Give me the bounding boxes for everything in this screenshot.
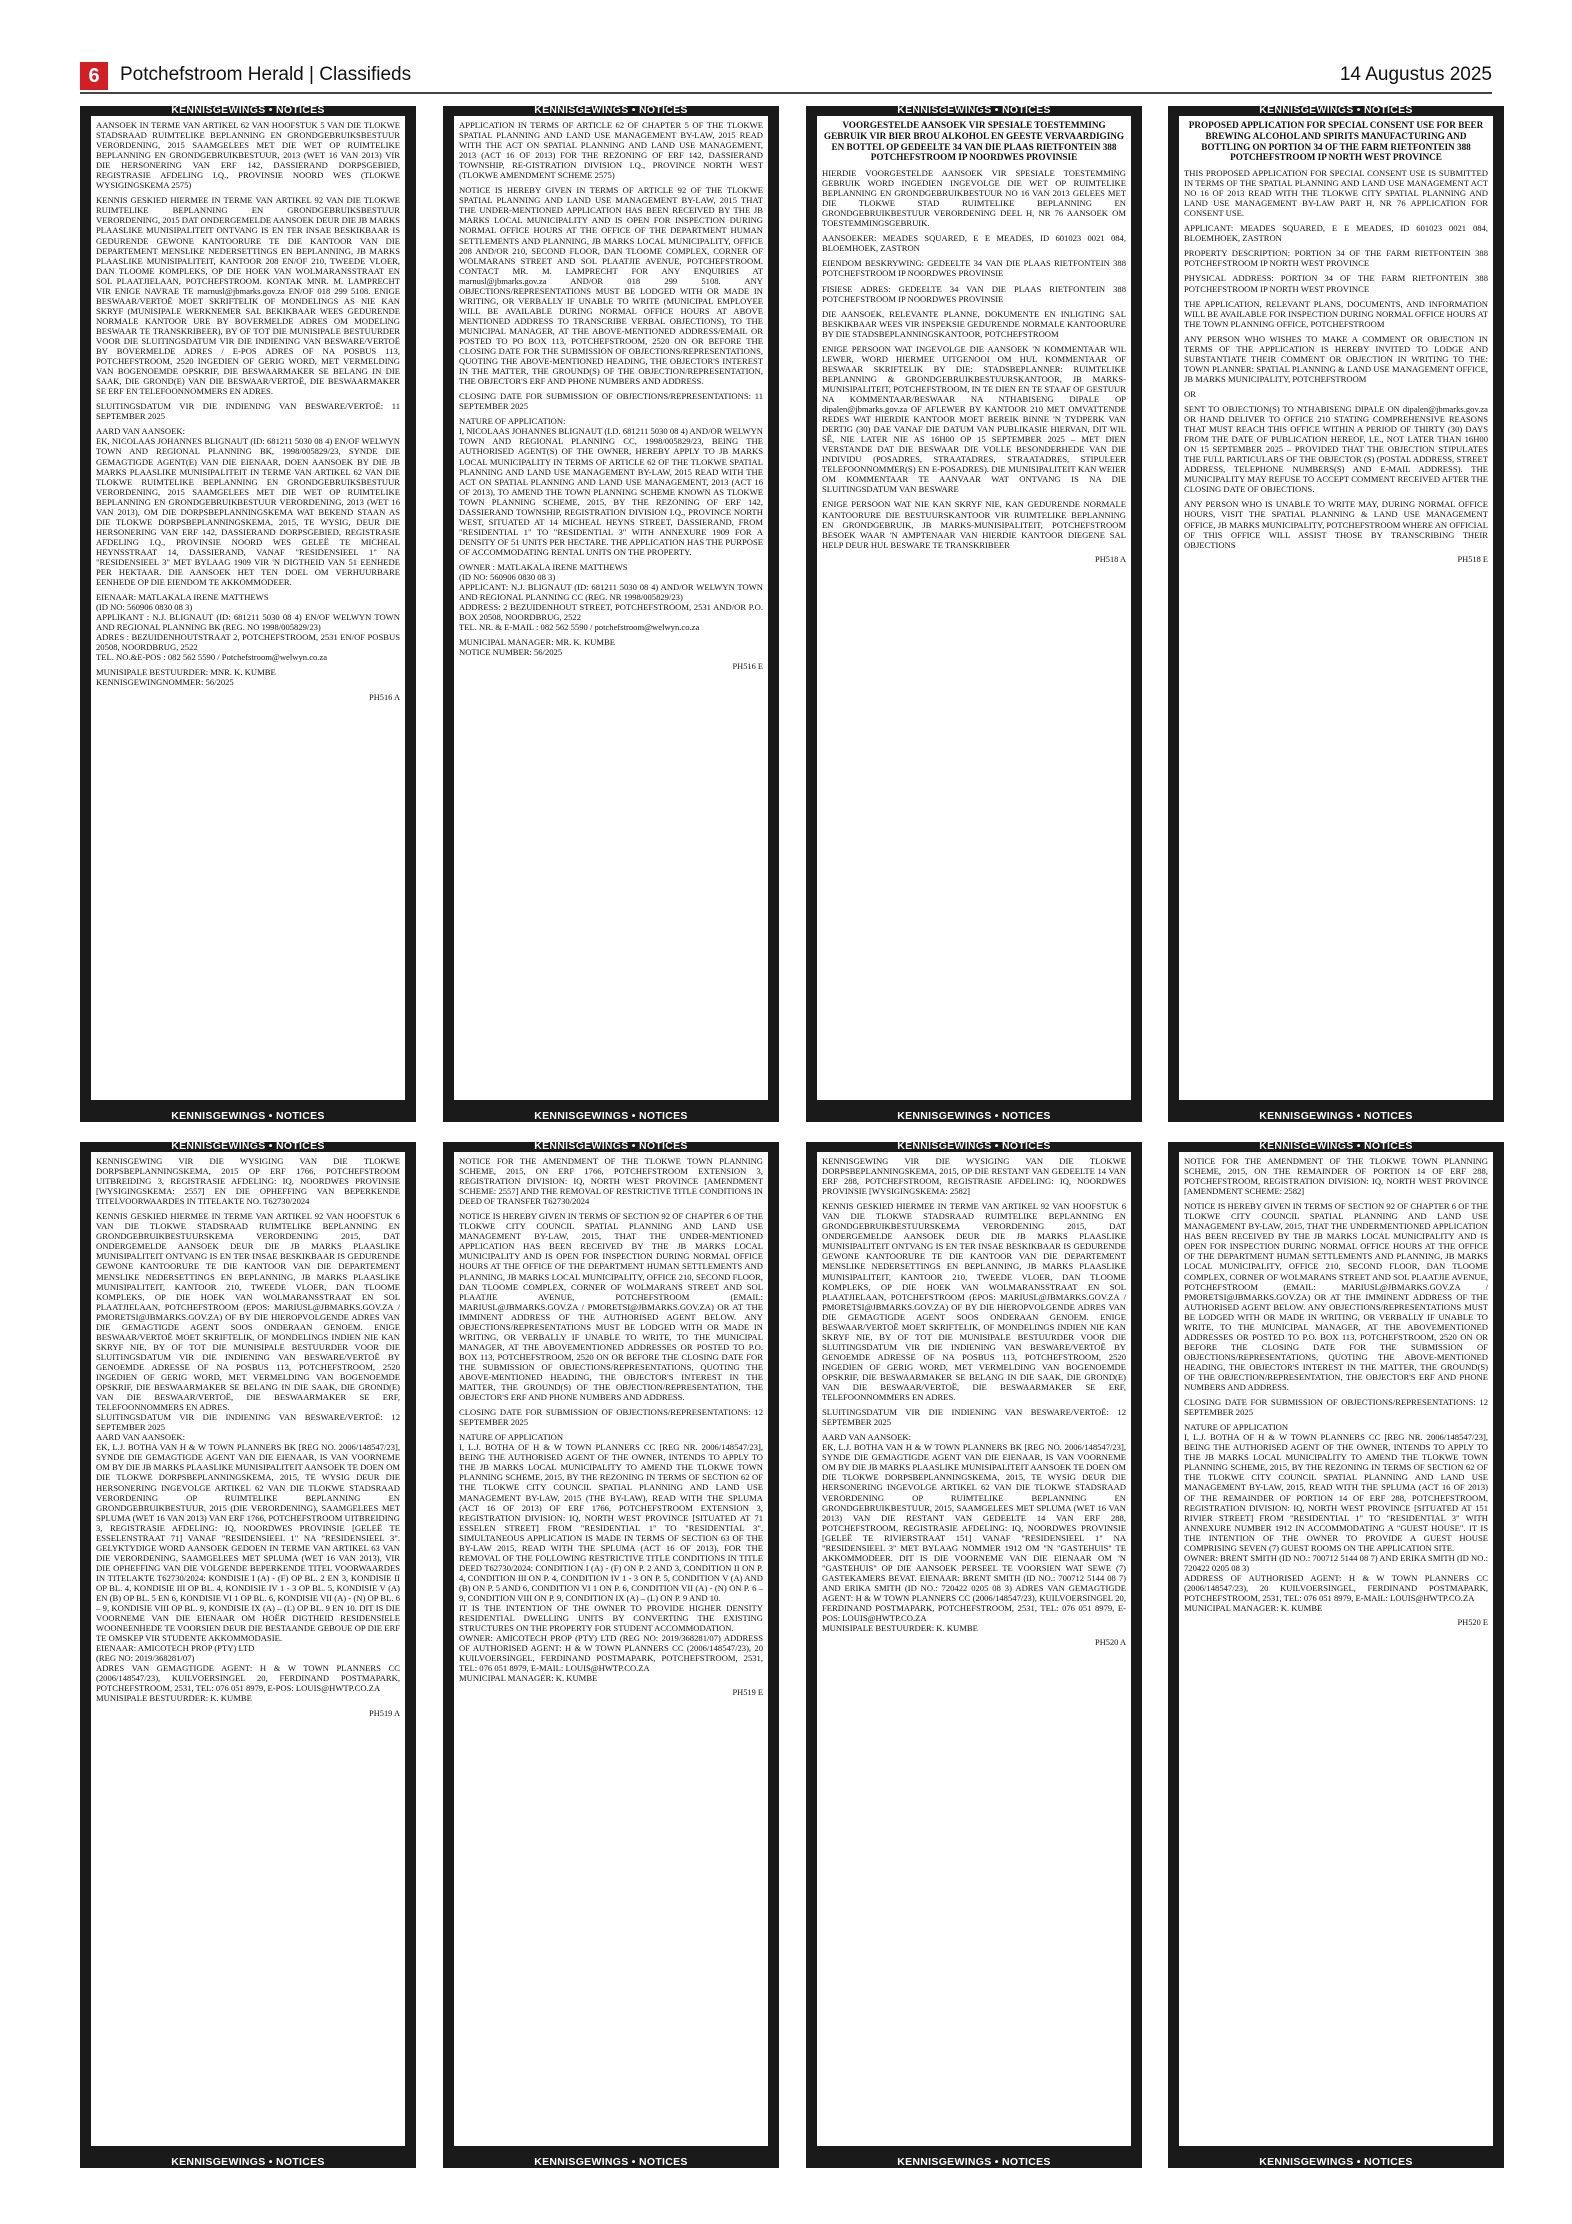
notice-paragraph: NOTICE IS HEREBY GIVEN IN TERMS OF ARTICLE 92 OF THE TLOKWE SPATIAL PLANNING AND LAND USE MANAGEMENT BY-LAW, 2015 THAT THE UNDER-MENTIONED APPLICATION HAS BEEN RECEIVED BY THE JB MARKS LOCAL MUNICIPALITY AND IS OPEN FOR INSPECTION DURING NORMAL OFFICE HOURS AT THE OFFICE OF THE DEPARTMENT HUMAN SETTLEMENTS AND PLANNING, JB MARKS LOCAL MUNICIPALITY, OFFICE 208 AND/OR 210, SECOND FLOOR, DAN TLOOME COMPLEX, CORNER OF WOLMARANS STREET AND SOL PLAATJIE AVENUE, POTCHEFSTROOM. CONTACT MR. M. LAMPRECHT FOR ANY ENQUIRIES AT marnusl@jbmarks.gov.za AND/OR 018 299 5108. ANY OBJECTIONS/REPRESENTATIONS MUST BE LODGED WITH OR MADE IN WRITING, OR VERBALLY IF UNABLE TO WRITE (MUNICIPAL EMPLOYEE WILL BE AVAILABLE DURING NORMAL OFFICE HOURS AT ABOVE MENTIONED ADDRESS TO TRANSCRIBE VERBAL OBJECTIONS), TO THE MUNICIPAL MANAGER, AT THE ABOVE-MENTIONED ADDRESS/EMAIL OR POSTED TO PO BOX 113, POTCHEFSTROOM, 2520 ON OR BEFORE THE CLOSING DATE FOR THE SUBMISSION OF OBJECTIONS/REPRESENTATIONS, QUOTING THE ABOVE-MENTIONED HEADING, THE OBJECTOR'S INTEREST IN THE MATTER, THE GROUND(S) OF THE OBJECTION/REPRESENTATION, THE OBJECTOR'S ERF AND PHONE NUMBERS AND ADDRESS. — [459, 185, 763, 387]
page-number: 6 — [80, 62, 108, 90]
notice-paragraph: AARD VAN AANSOEK: EK, NICOLAAS JOHANNES BLIGNAUT (ID: 681211 5030 08 4) EN/OF WELWYN TOWN AND REGIONAL PLANNING BK, 1998/005829/23, SYNDE DIE GEMAGTIGDE AGENT(E) VAN DIE EIENAAR, DOEN AANSOEK BY DIE JB MARKS PLAASLIKE MUNISIPALITEIT IN TERME VAN ARTIKEL 62 VAN DIE TLOKWE RUIMTELIKE BEPLANNING EN GRONDGEBRUIKSBESTUUR VERORDENING, 2015 SAAMGELEES MET DIE WET OP RUIMTELIKE BEPLANNING EN GRONDGEBRUIKBESTUUR VERORDENING, 2013 (WET 16 VAN 2013), OM DIE DORPSBEPLANNINGSKEMA WAT BEKEND STAAN AS DIE TLOKWE DORPSBEPLANNINGSKEMA, 2015, TE WYSIG, DEUR DIE HERSONERING VAN ERF 142, DASSIERAND DORPSGEBIED, REGISTRASIE AFDELING I.Q., PROVINSIE NOORD WES GELEË TE MICHEAL HEYNSSTRAAT 14, DASSIERAND, VANAF "RESIDENSIEEL 1" NA "RESIDENSIEEL 3" MET BYLAAG 1909 VIR 'N DIGTHEID VAN 51 EENHEDE PER HEKTAAR. DIE AANSOEK HET TEN DOEL OM VERHUURBARE EENHEDE OP DIE EIENDOM TE AKKOMMODEER. — [96, 426, 400, 588]
notice-paragraph: DIE AANSOEK, RELEVANTE PLANNE, DOKUMENTE EN INLIGTING SAL BESKIKBAAR WEES VIR INSPEKSIE GEDURENDE NORMALE KANTOORURE BY DIE STADSBEPLANNINGSKANTOOR, POTCHEFSTROOM — [822, 308, 1126, 339]
notice-title: PROPOSED APPLICATION FOR SPECIAL CONSENT USE FOR BEER BREWING ALCOHOL AND SPIRITS MANUFACTURING AND BOTTLING ON PORTION 34 OF THE FARM RIETFONTEIN 388 POTCHEFSTROOM IP NORTH WEST PROVINCE — [1188, 120, 1484, 163]
notices-band-bottom: KENNISGEWINGS • NOTICES — [171, 2156, 325, 2168]
notice-title: VOORGESTELDE AANSOEK VIR SPESIALE TOESTEMMING GEBRUIK VIR BIER BROU ALKOHOL EN GEESTE VERVAARDIGING EN BOTTEL OP GEDEELTE 34 VAN DIE PLAAS RIETFONTEIN 388 POTCHEFSTROOM IP NOORDWES PROVINSIE — [823, 120, 1125, 163]
notice-paragraph: NOTICE IS HEREBY GIVEN IN TERMS OF SECTION 92 OF CHAPTER 6 OF THE TLOKWE CITY COUNCIL SPATIAL PLANNING AND LAND USE MANAGEMENT BY-LAW, 2015, THAT THE UNDER-MENTIONED APPLICATION HAS BEEN RECEIVED BY THE JB MARKS LOCAL MUNICIPALITY AND IS OPEN FOR INSPECTION DURING NORMAL OFFICE HOURS AT THE OFFICE OF THE DEPARTMENT HUMAN SETTLEMENTS AND PLANNING, JB MARKS LOCAL MUNICIPALITY, OFFICE 210, SECOND FLOOR, DAN TLOOME COMPLEX, CORNER OF WOLMARANS STREET AND SOL PLAATJIE AVENUE, POTCHEFSTROOM (EMAIL: MARIUSL@JBMARKS.GOV.ZA / PMORETSI@JBMARKS.GOV.ZA) OR AT THE IMMINENT ADDRESS OF THE AUTHORISED AGENT BELOW. ANY OBJECTIONS/REPRESENTATIONS MUST BE LODGED WITH OR MADE IN WRITING, OR VERBALLY IF UNABLE TO WRITE, TO THE MUNICIPAL MANAGER, AT THE ABOVEMENTIONED ADDRESSES OR POSTED TO P.O. BOX 113, POTCHEFSTROOM, 2520 ON OR BEFORE THE CLOSING DATE FOR THE SUBMISSION OF OBJECTIONS/REPRESENTATIONS, QUOTING THE ABOVE-MENTIONED HEADING, THE OBJECTOR'S INTEREST IN THE MATTER, THE GROUND(S) OF THE OBJECTION/REPRESENTATION, THE OBJECTOR'S ERF AND PHONE NUMBERS AND ADDRESS. — [459, 1211, 763, 1403]
notices-band-top: KENNISGEWINGS • NOTICES — [534, 104, 688, 116]
notice-box — [806, 1142, 1142, 2168]
notice-paragraph: OWNER : MATLAKALA IRENE MATTHEWS (ID NO: 560906 0830 08 3) APPLICANT: N.J. BLIGNAUT (ID: 681211 5030 08 4) AND/OR WELWYN TOWN AND REGIONAL PLANNING CC (REG. NR 1998/005829/23) ADDRESS: 2 BEZUIDENHOUT STREET, POTCHEFSTROOM, 2531 AND/OR P.O. BOX 20508, NOORDBRUG, 2522 TEL. NR. & E-MAIL : 082 562 5590 / potchefstroom@welwyn.co.za — [459, 561, 763, 633]
notices-band-top: KENNISGEWINGS • NOTICES — [897, 104, 1051, 116]
notices-band-top: KENNISGEWINGS • NOTICES — [897, 1140, 1051, 1152]
publication-title: Potchefstroom Herald | Classifieds — [120, 64, 412, 85]
notice-paragraph: NOTICE FOR THE AMENDMENT OF THE TLOKWE TOWN PLANNING SCHEME, 2015, ON ERF 1766, POTCHEFSTROOM EXTENSION 3, REGISTRATION DIVISION: IQ, NORTH WEST PROVINCE [AMENDMENT SCHEME: 2557] AND THE REMOVAL OF RESTRICTIVE TITLE CONDITIONS IN DEED OF TRANSFER T62730/2024 — [459, 1156, 763, 1207]
notice-paragraph: APPLICANT: MEADES SQUARED, E E MEADES, ID 601023 0021 084, BLOEMHOEK, ZASTRON — [1184, 223, 1488, 244]
notice-box — [80, 106, 416, 1122]
notice-reference: PH519 E — [732, 1688, 763, 1698]
notice-paragraph: KENNISGEWING VIR DIE WYSIGING VAN DIE TLOKWE DORPSBEPLANNINGSKEMA, 2015, OP DIE RESTANT VAN GEDEELTE 14 VAN ERF 288, POTCHEFSTROOM, REGISTRASIE AFDELING: IQ, NOORDWES PROVINSIE [WYSIGINGSKEMA: 2582] — [822, 1156, 1126, 1197]
notice-paragraph: SLUITINGSDATUM VIR DIE INDIENING VAN BESWARE/VERTOË: 11 SEPTEMBER 2025 — [96, 401, 400, 422]
notice-paragraph: KENNIS GESKIED HIERMEE IN TERME VAN ARTIKEL 92 VAN HOOFSTUK 6 VAN DIE TLOKWE STADSRAAD RUIMTELIKE BEPLANNING EN GRONDGEBRUIKBESTUURSKEMA VERORDENING 2015, DAT ONDERGEMELDE AANSOEK DEUR DIE JB MARKS PLAASLIKE MUNISIPALITEIT ONTVANG IS EN TER INSAE BESKIKBAAR IS GEDURENDE GEWONE KANTOORURE TE DIE KANTOOR VAN DIE DEPARTEMENT MENSLIKE NEDERSETTINGS EN BEPLANNING, JB MARKS PLAASLIKE MUNISIPALITEIT, KANTOOR 210, TWEEDE VLOER, DAN TLOOME KOMPLEKS, OP DIE HOEK VAN WOLMARANSSTRAAT EN SOL PLAATJIELAAN, POTCHEFSTROOM (EPOS: MARIUSL@JBMARKS.GOV.ZA / PMORETSI@JBMARKS.GOV.ZA) OF BY DIE HIEROPVOLGENDE ADRES VAN DIE GEMAGTIGDE AGENT SOOS ONDERAAN GENOEM. ENIGE BESWAAR/VERTOË MOET SKRIFTELIK, OF MONDELINGS INDIEN NIE KAN SKRYF NIE, BY OF TOT DIE MUNISIPALE BESTUURDER VOOR DIE SLUITINGSDATUM VIR DIE INDIENING VAN BESWARE/VERTOË BY GENOEMDE ADRESSE OF NA POSBUS 113, POTCHEFSTROOM, 2520 INGEDIEN OF GERIG WORD, MET VERMELDING VAN BOGENOEMDE OPSKRIF, DIE BESWAARMAKER SE BELANG IN DIE SAAK, DIE GROND(E) VAN DIE BESWAAR/VERTOË, DIE BESWAARMAKER SE ERF, TELEFOONNOMMERS EN ADRES. SLUITINGSDATUM VIR DIE INDIENING VAN BESWARE/VERTOË: 12 SEPTEMBER 2025 AARD VAN AANSOEK: EK, L.J. BOTHA VAN H & W TOWN PLANNERS BK [REG NO. 2006/148547/23], SYNDE DIE GEMAGTIGDE AGENT VAN DIE EIENAAR, IS VAN VOORNEME OM BY DIE JB MARKS PLAASLIKE MUNISIPALITEIT AANSOEK TE DOEN OM DIE TLOKWE DORPSBEPLANNINGSKEMA, 2015, TE WYSIG DEUR DIE HERSONERING INGEVOLGE ARTIKEL 62 VAN DIE TLOKWE STADSRAAD VERORDENING OP RUIMTELIKE BEPLANNING EN GRONDGEBRUIKBESTUUR, 2015 (DIE VERORDENING), SAAMGELEES MET SPLUMA (WET 16 VAN 2013) VAN ERF 1766, POTCHEFSTROOM UITBREIDING 3, REGISTRASIE AFDELING: IQ, NOORDWES PROVINSIE [GELEË TE ESSELENSTRAAT 71] VANAF "RESIDENSIEEL 1" NA "RESIDENSIEEL 3". GELYKTYDIGE WORD AANSOEK GEDOEN IN TERME VAN ARTIKEL 63 VAN DIE VERORDENING, SAAMGELEES MET SPLUMA (WET 16 VAN 2013), VIR DIE OPHEFFING VAN DIE VOLGENDE BEPERKENDE TITEL VOORWAARDES IN TITELAKTE T62730/2024: KONDISIE I (A) - (F) OP BL. 2 EN 3, KONDISIE II OP BL. 4, KONDISIE III OP BL. 4, KONDISIE IV 1 - 3 OP BL. 5, KONDISIE V (A) EN (B) OP BL. 5 EN 6, KONDISIE VI 1 OP BL. 6, KONDISIE VII (A) - (N) OP BL. 6 – 9, KONDISIE VIII OP BL. 9, KONDISIE IX (A) – (L) OP BL. 9 EN 10. DIT IS DIE VOORNEME VAN DIE EIENAAR OM HOËR DIGTHEID RESIDENSIELE WOONEENHEDE TE VOORSIEN DEUR DIE BESTAANDE GEBOUE OP DIE ERF TE OMSKEP VIR STUDENTE AKKOMMODASIE. EIENAAR: AMICOTECH PROP (PTY) LTD (REG NO: 2019/368281/07) ADRES VAN GEMAGTIGDE AGENT: H & W TOWN PLANNERS CC (2006/148547/23), KUILVOERSINGEL 20, FERDINAND POSTMAPARK, POTCHEFSTROOM, 2531, TEL: 076 051 8979, E-POS: LOUIS@HWTP.CO.ZA MUNISIPALE BESTUURDER: K. KUMBE — [96, 1211, 400, 1704]
notice-reference: PH518 A — [1095, 554, 1126, 564]
notices-band-top: KENNISGEWINGS • NOTICES — [534, 1140, 688, 1152]
notice-reference: PH518 E — [1457, 554, 1488, 564]
notice-body — [91, 1152, 405, 2146]
notice-paragraph: MUNISIPALE BESTUURDER: MNR. K. KUMBE KENNISGEWINGNOMMER: 56/2025 — [96, 667, 276, 688]
notice-paragraph: SENT TO OBJECTION(S) TO NTHABISENG DIPALE ON dipalen@jbmarks.gov.za OR HAND DELIVER TO OFFICE 210 STATING COMPREHENSIVE REASONS THAT MUST REACH THIS OFFICE WITHIN A PERIOD OF THIRTY (30) DAYS FROM THE DATE OF PUBLICATION HEREOF, I.E., NOT LATER THAN 16H00 ON 15 SEPTEMBER 2025 – PROVIDED THAT THE OBJECTION STIPULATES THE FULL PARTICULARS OF THE OBJECTOR (S) (POSTAL ADDRESS, STREET ADDRESS, TELEPHONE NUMBERS(S) AND E-MAIL ADDRESS). THE MUNICIPALITY MAY REFUSE TO ACCEPT COMMENT RECEIVED AFTER THE CLOSING DATE OF OBJECTIONS. — [1184, 404, 1488, 495]
notice-paragraph: AANSOEK IN TERME VAN ARTIKEL 62 VAN HOOFSTUK 5 VAN DIE TLOKWE STADSRAAD RUIMTELIKE BEPLANNING EN GRONDGEBRUIKSBESTUUR VERORDENING, 2015 SAAMGELEES MET DIE WET OP RUIMTELIKE BEPLANNING EN GRONDGEBRUIKBESTUUR, 2013 (WET 16 VAN 2013) VIR DIE HERSONERING VAN ERF 142, DASSIERAND DORPSGEBIED, REGISTRASIE AFDELING I.Q., PROVINSIE NOORD WES (TLOKWE WYSIGINGSKEMA 2575) — [96, 120, 400, 191]
notice-reference: PH519 A — [369, 1708, 400, 1718]
notice-paragraph: KENNIS GESKIED HIERMEE IN TERME VAN ARTIKEL 92 VAN HOOFSTUK 6 VAN DIE TLOKWE STADSRAAD RUIMTELIKE BEPLANNING EN GRONDGEBRUIKBESTUURSKEMA VERORDENING 2015, DAT ONDERGEMELDE AANSOEK DEUR DIE JB MARKS PLAASLIKE MUNISIPALITEIT ONTVANG IS EN TER INSAE BESKIKBAAR IS GEDURENDE GEWONE KANTOORURE TE DIE KANTOOR VAN DIE DEPARTEMENT MENSLIKE NEDERSETTINGS EN BEPLANNING, JB MARKS PLAASLIKE MUNISIPALITEIT, KANTOOR 210, TWEEDE VLOER, DAN TLOOME KOMPLEKS, OP DIE HOEK VAN WOLMARANSSTRAAT EN SOL PLAATJIELAAN, POTCHEFSTROOM (EPOS: MARIUSL@JBMARKS.GOV.ZA / PMORETSI@JBMARKS.GOV.ZA) OF BY DIE HIEROPVOLGENDE ADRES VAN DIE GEMAGTIGDE AGENT SOOS ONDERAAN GENOEM. ENIGE BESWAAR/VERTOË MOET SKRIFTELIK, OF MONDELINGS INDIEN NIE KAN SKRYF NIE, BY OF TOT DIE MUNISIPALE BESTUURDER VOOR DIE SLUITINGSDATUM VIR DIE INDIENING VAN BESWARE/VERTOË BY GENOEMDE ADRESSE OF NA POSBUS 113, POTCHEFSTROOM, 2520 INGEDIEN OF GERIG WORD, MET VERMELDING VAN BOGENOEMDE OPSKRIF, DIE BESWAARMAKER SE BELANG IN DIE SAAK, DIE GROND(E) VAN DIE BESWAAR/VERTOË, DIE BESWAARMAKER SE ERF, TELEFOONNOMMERS EN ADRES. — [822, 1201, 1126, 1403]
notice-body — [817, 1152, 1131, 2146]
notice-paragraph: THIS PROPOSED APPLICATION FOR SPECIAL CONSENT USE IS SUBMITTED IN TERMS OF THE SPATIAL PLANNING AND LAND USE MANAGEMENT ACT NO 16 OF 2013 READ WITH THE TLOKWE CITY SPATIAL PLANNING AND LAND USE MANAGEMENT BY-LAW PART H, NR 76 APPLICATION FOR CONSENT USE. — [1184, 168, 1488, 219]
notice-reference: PH516 A — [369, 692, 400, 702]
notice-paragraph: KENNIS GESKIED HIERMEE IN TERME VAN ARTIKEL 92 VAN DIE TLOKWE RUIMTELIKE BEPLANNING EN GRONDGEBRUIKSBESTUUR VERORDENING, 2015 DAT ONDERGEMELDE AANSOEK DEUR DIE JB MARKS PLAASLIKE MUNISIPALITEIT ONTVANG IS EN TER INSAE BESKIKBAAR IS GEDURENDE GEWONE KANTOORURE TE DIE KANTOOR VAN DIE DEPARTEMENT MENSLIKE NEDERSETTINGS EN BEPLANNING, JB MARKS PLAASLIKE MUNISIPALITEIT, KANTOOR 208 EN/OF 210, TWEEDE VLOER, DAN TLOOME KOMPLEKS, OP DIE HOEK VAN WOLMARANSSTRAAT EN SOL PLAATJIELAAN, POTCHEFSTROOM. KONTAK MNR. M. LAMPRECHT VIR ENIGE NAVRAE TE marnusl@jbmarks.gov.za EN/OF 018 299 5108. ENIGE BESWAAR/VERTOË MOET SKRIFTELIK OF MONDELINGS AS NIE KAN SKRYF (MUNISIPALE WERKNEMER SAL BEKIKBAAR WEES GEDURENDE NORMALE KANTOOR URE BY BOVERMELDE ADRES OM MODELING BESWAAR TE TRANSKRIBEER), BY OF TOT DIE MUNISIPALE BESTUURDER VOOR DIE SLUITINGSDATUM VIR DIE INDIENING VAN BESWARE/VERTOË BY BOVERMELDE ADRES / E-POS ADRES OF NA POSBUS 113, POTCHEFSTROOM, 2520 INGEDIEN OF GERIG WORD, MET VERMELDING VAN BOGENOEMDE OPSKRIF, DIE BESWAARMAKER SE BELANG IN DIE SAAK, DIE GROND(E) VAN DIE BESWAAR/VERTOË, DIE BESWAARMAKER SE ERF EN TELEFOONNOMMERS EN ADRES. — [96, 195, 400, 397]
notice-reference: PH520 E — [1457, 1618, 1488, 1628]
notice-paragraph: ANY PERSON WHO IS UNABLE TO WRITE MAY, DURING NORMAL OFFICE HOURS, VISIT THE SPATIAL PLANNING & LAND USE MANAGEMENT OFFICE, JB MARKS MUNICIPALITY, POTCHEFSTROOM WHERE AN OFFICIAL OF THIS OFFICE WILL ASSIST THOSE BY TRANSCRIBING THEIR OBJECTIONS — [1184, 499, 1488, 550]
notice-paragraph: CLOSING DATE FOR SUBMISSION OF OBJECTIONS/REPRESENTATIONS: 12 SEPTEMBER 2025 — [1184, 1397, 1488, 1418]
notice-paragraph: NATURE OF APPLICATION I, L.J. BOTHA OF H & W TOWN PLANNERS CC [REG NR. 2006/148547/23], BEING THE AUTHORISED AGENT OF THE OWNER, INTENDS TO APPLY TO THE JB MARKS LOCAL MUNICIPALITY TO AMEND THE TLOKWE TOWN PLANNING SCHEME, 2015, BY THE REZONING IN TERMS OF SECTION 62 OF THE TLOKWE CITY COUNCIL SPATIAL PLANNING AND LAND USE MANAGEMENT BY-LAW, 2015 (THE BY-LAW), READ WITH THE SPLUMA (ACT 16 OF 2013) OF ERF 1766, POTCHEFSTROOM EXTENSION 3, REGISTRATION DIVISION: IQ, NORTH WEST PROVINCE [SITUATED AT 71 ESSELEN STREET] FROM "RESIDENTIAL 1" TO "RESIDENTIAL 3". SIMULTANEOUS APPLICATION IS MADE IN TERMS OF SECTION 63 OF THE BY-LAW 2015, READ WITH THE SPLUMA (ACT 16 OF 2013), FOR THE REMOVAL OF THE FOLLOWING RESTRICTIVE TITLE CONDITIONS IN TITLE DEED T62730/2024: CONDITION I (A) - (F) ON P. 2 AND 3, CONDITION II ON P. 4, CONDITION III ON P. 4, CONDITION IV 1 - 3 ON P. 5, CONDITION V (A) AND (B) ON P. 5 AND 6, CONDITION VI 1 ON P. 6, CONDITION VII (A) - (N) ON P. 6 – 9, CONDITION VIII ON P. 9, CONDITION IX (A) – (L) ON P. 9 AND 10. IT IS THE INTENTION OF THE OWNER TO PROVIDE HIGHER DENSITY RESIDENTIAL DWELLING UNITS BY CONVERTING THE EXISTING STRUCTURES ON THE PROPERTY FOR STUDENT ACCOMMODATION. OWNER: AMICOTECH PROP (PTY) LTD (REG NO: 2019/368281/07) ADDRESS OF AUTHORISED AGENT: H & W TOWN PLANNERS CC (2006/148547/23), 20 KUILVOERSINGEL, FERDINAND POSTMAPARK, POTCHEFSTROOM, 2531, TEL: 076 051 8979, E-MAIL: LOUIS@HWTP.CO.ZA MUNICIPAL MANAGER: K. KUMBE — [459, 1432, 763, 1684]
notice-body — [817, 116, 1131, 1100]
notice-paragraph: KENNISGEWING VIR DIE WYSIGING VAN DIE TLOKWE DORPSBEPLANNINGSKEMA, 2015 OP ERF 1766, POTCHEFSTROOM UITBREIDING 3, REGISTRASIE AFDELING: IQ, NOORDWES PROVINSIE [WYSIGINGSKEMA: 2557] EN DIE OPHEFFING VAN BEPERKENDE TITELVOORWAARDES IN TITELAKTE NO. T62730/2024 — [96, 1156, 400, 1207]
notices-band-bottom: KENNISGEWINGS • NOTICES — [1259, 2156, 1413, 2168]
notice-paragraph: ANY PERSON WHO WISHES TO MAKE A COMMENT OR OBJECTION IN TERMS OF THE APPLICATION IS HEREBY INVITED TO LODGE AND SUBSTANTIATE THEIR COMMENT OR OBJECTION IN WRITING TO THE: TOWN PLANNER: SPATIAL PLANNING & LAND USE MANAGEMENT OFFICE, JB MARKS MUNICIPALITY, POTCHEFSTROOM — [1184, 333, 1488, 384]
notice-box — [1168, 106, 1504, 1122]
notice-body — [454, 116, 768, 1100]
notice-box — [443, 106, 779, 1122]
notice-reference: PH516 E — [732, 662, 763, 672]
page-header — [80, 62, 1492, 92]
notice-body — [1179, 1152, 1493, 2146]
notice-paragraph: OR — [1184, 388, 1196, 399]
notice-paragraph: ENIGE PERSOON WAT NIE KAN SKRYF NIE, KAN GEDURENDE NORMALE KANTOORURE DIE BESTUURSKANTOOR VIR RUIMTELIKE BEPLANNING EN GRONDGEBRUIK, JB MARKS-MUNISIPALITEIT, POTCHEFSTROOM BESOEK WAAR 'N AMPTENAAR VAN HIERDIE KANTOOR DIEGENE SAL HELP DEUR HUL BESWARE TE TRANSKRIBEER — [822, 499, 1126, 550]
notices-band-bottom: KENNISGEWINGS • NOTICES — [897, 2156, 1051, 2168]
notices-band-bottom: KENNISGEWINGS • NOTICES — [171, 1110, 325, 1122]
notice-paragraph: FISIESE ADRES: GEDEELTE 34 VAN DIE PLAAS RIETFONTEIN 388 POTCHEFSTROOM IP NOORDWES PROVINSIE — [822, 283, 1126, 304]
notices-band-bottom: KENNISGEWINGS • NOTICES — [1259, 1110, 1413, 1122]
notice-paragraph: THE APPLICATION, RELEVANT PLANS, DOCUMENTS, AND INFORMATION WILL BE AVAILABLE FOR INSPECTION DURING NORMAL OFFICE HOURS AT THE TOWN PLANNING OFFICE, POTCHEFSTROOM — [1184, 298, 1488, 329]
notices-band-top: KENNISGEWINGS • NOTICES — [171, 104, 325, 116]
notice-paragraph: APPLICATION IN TERMS OF ARTICLE 62 OF CHAPTER 5 OF THE TLOKWE SPATIAL PLANNING AND LAND USE MANAGEMENT BY-LAW, 2015 READ WITH THE ACT ON SPATIAL PLANNING AND LAND USE MANAGEMENT, 2013 (ACT 16 OF 2013) FOR THE REZONING OF ERF 142, DASSIERAND TOWNSHIP, RE-GISTRATION DIVISION I.Q., PROVINCE NORTH WEST (TLOKWE AMENDMENT SCHEME 2575) — [459, 120, 763, 181]
notices-band-bottom: KENNISGEWINGS • NOTICES — [534, 1110, 688, 1122]
issue-date: 14 Augustus 2025 — [1339, 64, 1492, 85]
notice-paragraph: EIENDOM BESKRYWING: GEDEELTE 34 VAN DIE PLAAS RIETFONTEIN 388 POTCHEFSTROOM IP NOORDWES PROVINSIE — [822, 258, 1126, 279]
notice-paragraph: ENIGE PERSOON WAT INGEVOLGE DIE AANSOEK 'N KOMMENTAAR WIL LEWER, WORD HIERMEE UITGENOOI OM HUL KOMMENTAAR OF BESWAAR SKRIFTELIK BY DIE: STADSBEPLANNER: RUIMTELIKE BEPLANNING & GRONDGEBRUIKBESTUURSKANTOOR, JB MARKS-MUNISIPALITEIT, POTCHEFSTROOM, IN TE DIEN EN TE STAAF OF GESTUUR NA KOMMENTAAR/BESWAAR NA NTHABISENG DIPALE OP dipalen@jbmarks.gov.za OF AFLEWER BY KANTOOR 210 MET OMVATTENDE REDES WAT HIERDIE KANTOOR MOET BEREIK BINNE 'N TYDPERK VAN DERTIG (30) DAE VANAF DIE DATUM VAN PUBLIKASIE HIERVAN, DIT WIL SÊ, NIE LATER NIE AS 16H00 OP 15 SEPTEMBER 2025 – MET DIEN VERSTANDE DAT DIE BESWAAR DIE VOLLE BESONDERHEDE VAN DIE INDIVIDU (POSADRES, STRAATADRES, STRAATADRES, STIPULEER TELEFOONNOMMER(S) EN E-POSADRES). DIE MUNISIPALITEIT KAN WEIER OM KOMMENTAAR TE AANVAAR WAT ONTVANG IS NA DIE SLUITINGSDATUM VAN BESWARE — [822, 343, 1126, 495]
notice-paragraph: NATURE OF APPLICATION: I, NICOLAAS JOHANNES BLIGNAUT (I.D. 681211 5030 08 4) AND/OR WELWYN TOWN AND REGIONAL PLANNING CC, 1998/005829/23, BEING THE AUTHORISED AGENT(S) OF THE OWNER, HEREBY APPLY TO JB MARKS LOCAL MUNICIPALITY IN TERMS OF ARTICLE 62 OF THE TLOKWE SPATIAL PLANNING AND LAND USE MANAGEMENT BY-LAW, 2015 READ WITH THE ACT ON SPATIAL PLANNING AND LAND USE MANAGEMENT, 2013 (ACT 16 OF 2013), TO AMEND THE TOWN PLANNING SCHEME KNOWN AS TLOKWE TOWN PLANNING SCHEME, 2015, BY THE REZONING OF ERF 142, DASSIERAND TOWNSHIP, REGISTRATION DIVISION I.Q., PROVINCE NORTH WEST, SITUATED AT 14 MICHEAL HEYNS STREET, DASSIERAND, FROM "RESIDENTIAL 1" TO "RESIDENTIAL 3" WITH ANNEXURE 1909 FOR A DENSITY OF 51 UNITS PER HECTARE. THE APPLICATION HAS THE PURPOSE OF ACCOMMODATING RENTAL UNITS ON THE PROPERTY. — [459, 416, 763, 557]
notice-body — [91, 116, 405, 1100]
notice-box — [1168, 1142, 1504, 2168]
notice-box — [806, 106, 1142, 1122]
notice-body — [1179, 116, 1493, 1100]
notice-paragraph: NATURE OF APPLICATION I, L.J. BOTHA OF H & W TOWN PLANNERS CC [REG NR. 2006/148547/23], BEING THE AUTHORISED AGENT OF THE OWNER, INTENDS TO APPLY TO THE JB MARKS LOCAL MUNICIPALITY TO AMEND THE TLOKWE TOWN PLANNING SCHEME, 2015, BY THE REZONING IN TERMS OF SECTION 62 OF THE TLOKWE CITY COUNCIL SPATIAL PLANNING AND LAND USE MANAGEMENT BY-LAW, 2015, READ WITH THE SPLUMA (ACT 16 OF 2013) OF THE REMAINDER OF PORTION 14 OF ERF 288, POTCHEFSTROOM, REGISTRATION DIVISION: IQ, NORTH WEST PROVINCE [SITUATED AT 151 RIVIER STREET] FROM "RESIDENTIAL 1" TO "RESIDENTIAL 3" WITH ANNEXURE NUMBER 1912 IN ACCOMMODATING A "GUEST HOUSE". IT IS THE INTENTION OF THE OWNER TO PROVIDE A GUEST HOUSE COMPRISING SEVEN (7) GUEST ROOMS ON THE APPLICATION SITE. OWNER: BRENT SMITH (ID NO.: 700712 5144 08 7) AND ERIKA SMITH (ID NO.: 720422 0205 08 3) ADDRESS OF AUTHORISED AGENT: H & W TOWN PLANNERS CC (2006/148547/23), 20 KUILVOERSINGEL, FERDINAND POSTMAPARK, POTCHEFSTROOM, 2531, TEL: 076 051 8979, E-MAIL: LOUIS@HWTP.CO.ZA MUNICIPAL MANAGER: K. KUMBE — [1184, 1422, 1488, 1614]
notice-paragraph: CLOSING DATE FOR SUBMISSION OF OBJECTIONS/REPRESENTATIONS: 11 SEPTEMBER 2025 — [459, 391, 763, 412]
notice-paragraph: HIERDIE VOORGESTELDE AANSOEK VIR SPESIALE TOESTEMMING GEBRUIK WORD INGEDIEN INGEVOLGE DIE WET OP RUIMTELIKE BEPLANNING EN GRONDGEBRUIKBESTUUR NO 16 VAN 2013 GELEES MET DIE TLOKWE STAD RUIMTELIKE BEPLANNING EN GRONDGEBRUIKBESTUUR VERORDENING DEEL H, NR 76 AANSOEK OM TOESTEMMINGSGEBRUIK. — [822, 168, 1126, 229]
notice-reference: PH520 A — [1095, 1638, 1126, 1648]
notice-paragraph: MUNICIPAL MANAGER: MR. K. KUMBE NOTICE NUMBER: 56/2025 — [459, 637, 615, 658]
notice-paragraph: CLOSING DATE FOR SUBMISSION OF OBJECTIONS/REPRESENTATIONS: 12 SEPTEMBER 2025 — [459, 1407, 763, 1428]
notice-box — [443, 1142, 779, 2168]
notices-band-bottom: KENNISGEWINGS • NOTICES — [534, 2156, 688, 2168]
notice-paragraph: AARD VAN AANSOEK: EK, L.J. BOTHA VAN H & W TOWN PLANNERS BK [REG NO. 2006/148547/23], SYNDE DIE GEMAGTIGDE AGENT VAN DIE EIENAAR, IS VAN VOORNEME OM BY DIE JB MARKS PLAASLIKE MUNISIPALITEIT AANSOEK TE DOEN OM DIE TLOKWE DORPSBEPLANNINGSKEMA, 2015, TE WYSIG DEUR DIE HERSONERING INGEVOLGE ARTIKEL 62 VAN DIE TLOKWE STADSRAAD VERORDENING OP RUIMTELIKE BEPLANNING EN GRONDGEBRUIKBESTUUR, 2015, SAAMGELEES MET SPLUMA (WET 16 VAN 2013) VAN DIE RESTANT VAN GEDEELTE 14 VAN ERF 288, POTCHEFSTROOM, REGISTRASIE AFDELING: IQ, NOORDWES PROVINSIE [GELEË TE RIVIERSTRAAT 151] VANAF "RESIDENSIEEL 1" NA "RESIDENSIEEL 3" MET BYLAAG NOMMER 1912 OM "N "GASTEHUIS" TE AKKOMMODEER. DIT IS DIE VOORNEME VAN DIE EIENAAR OM 'N "GASTEHUIS" OP DIE AANSOEK PERSEEL TE VOORSIEN WAT SEWE (7) GASTEKAMERS BEVAT. EIENAAR: BRENT SMITH (ID NO.: 700712 5144 08 7) AND ERIKA SMITH (ID NO.: 720422 0205 08 3) ADRES VAN GEMAGTIGDE AGENT: H & W TOWN PLANNERS CC (2006/148547/23), KUILVOERSINGEL 20, FERDINAND POSTMAPARK, POTCHEFSTROOM, 2531, TEL: 076 051 8979, E-POS: LOUIS@HWTP.CO.ZA MUNISIPALE BESTUURDER: K. KUMBE — [822, 1432, 1126, 1634]
notices-band-top: KENNISGEWINGS • NOTICES — [1259, 1140, 1413, 1152]
notice-paragraph: EIENAAR: MATLAKALA IRENE MATTHEWS (ID NO: 560906 0830 08 3) APPLIKANT : N.J. BLIGNAUT (ID: 681211 5030 08 4) EN/OF WELWYN TOWN AND REGIONAL PLANNING BK (REG. NO 1998/005829/23) ADRES : BEZUIDENHOUTSTRAAT 2, POTCHEFSTROOM, 2531 EN/OF POSBUS 20508, NOORDBRUG, 2522 TEL. NO.&E-POS : 082 562 5590 / Potchefstroom@welwyn.co.za — [96, 592, 400, 663]
notice-paragraph: PHYSICAL ADDRESS: PORTION 34 OF THE FARM RIETFONTEIN 388 POTCHEFSTROOM IP NORTH WEST PROVINCE — [1184, 273, 1488, 294]
notice-paragraph: PROPERTY DESCRIPTION: PORTION 34 OF THE FARM RIETFONTEIN 388 POTCHEFSTROOM IP NORTH WEST PROVINCE — [1184, 248, 1488, 269]
notice-paragraph: NOTICE IS HEREBY GIVEN IN TERMS OF SECTION 92 OF CHAPTER 6 OF THE TLOKWE CITY COUNCIL SPATIAL PLANNING AND LAND USE MANAGEMENT BY-LAW, 2015, THAT THE UNDERMENTIONED APPLICATION HAS BEEN RECEIVED BY THE JB MARKS LOCAL MUNICIPALITY AND IS OPEN FOR INSPECTION DURING NORMAL OFFICE HOURS AT THE OFFICE OF THE DEPARTMENT HUMAN SETTLEMENTS AND PLANNING, JB MARKS LOCAL MUNICIPALITY, OFFICE 210, SECOND FLOOR, DAN TLOOME COMPLEX, CORNER OF WOLMARANS STREET AND SOL PLAATJIE AVENUE, POTCHEFSTROOM (EMAIL: MARIUSL@JBMARKS.GOV.ZA / PMORETSI@JBMARKS.GOV.ZA) OR AT THE IMMINENT ADDRESS OF THE AUTHORISED AGENT BELOW. ANY OBJECTIONS/REPRESENTATIONS MUST BE LODGED WITH OR MADE IN WRITING, OR VERBALLY IF UNABLE TO WRITE, TO THE MUNICIPAL MANAGER, AT THE ABOVEMENTIONED ADDRESSES OR POSTED TO P.O. BOX 113, POTCHEFSTROOM, 2520 ON OR BEFORE THE CLOSING DATE FOR THE SUBMISSION OF OBJECTIONS/REPRESENTATIONS, QUOTING THE ABOVE-MENTIONED HEADING, THE OBJECTOR'S INTEREST IN THE MATTER, THE GROUND(S) OF THE OBJECTION/REPRESENTATION, THE OBJECTOR'S ERF AND PHONE NUMBERS AND ADDRESS. — [1184, 1201, 1488, 1393]
notice-box — [80, 1142, 416, 2168]
notices-band-bottom: KENNISGEWINGS • NOTICES — [897, 1110, 1051, 1122]
notice-paragraph: AANSOEKER: MEADES SQUARED, E E MEADES, ID 601023 0021 084, BLOEMHOEK, ZASTRON — [822, 233, 1126, 254]
header-rule — [80, 92, 1492, 94]
notices-band-top: KENNISGEWINGS • NOTICES — [1259, 104, 1413, 116]
notices-band-top: KENNISGEWINGS • NOTICES — [171, 1140, 325, 1152]
notice-paragraph: SLUITINGSDATUM VIR DIE INDIENING VAN BESWARE/VERTOË: 12 SEPTEMBER 2025 — [822, 1407, 1126, 1428]
notice-paragraph: NOTICE FOR THE AMENDMENT OF THE TLOKWE TOWN PLANNING SCHEME, 2015, ON THE REMAINDER OF PORTION 14 OF ERF 288, POTCHEFSTROOM, REGISTRATION DIVISION: IQ, NORTH WEST PROVINCE [AMENDMENT SCHEME: 2582] — [1184, 1156, 1488, 1197]
notice-body — [454, 1152, 768, 2146]
